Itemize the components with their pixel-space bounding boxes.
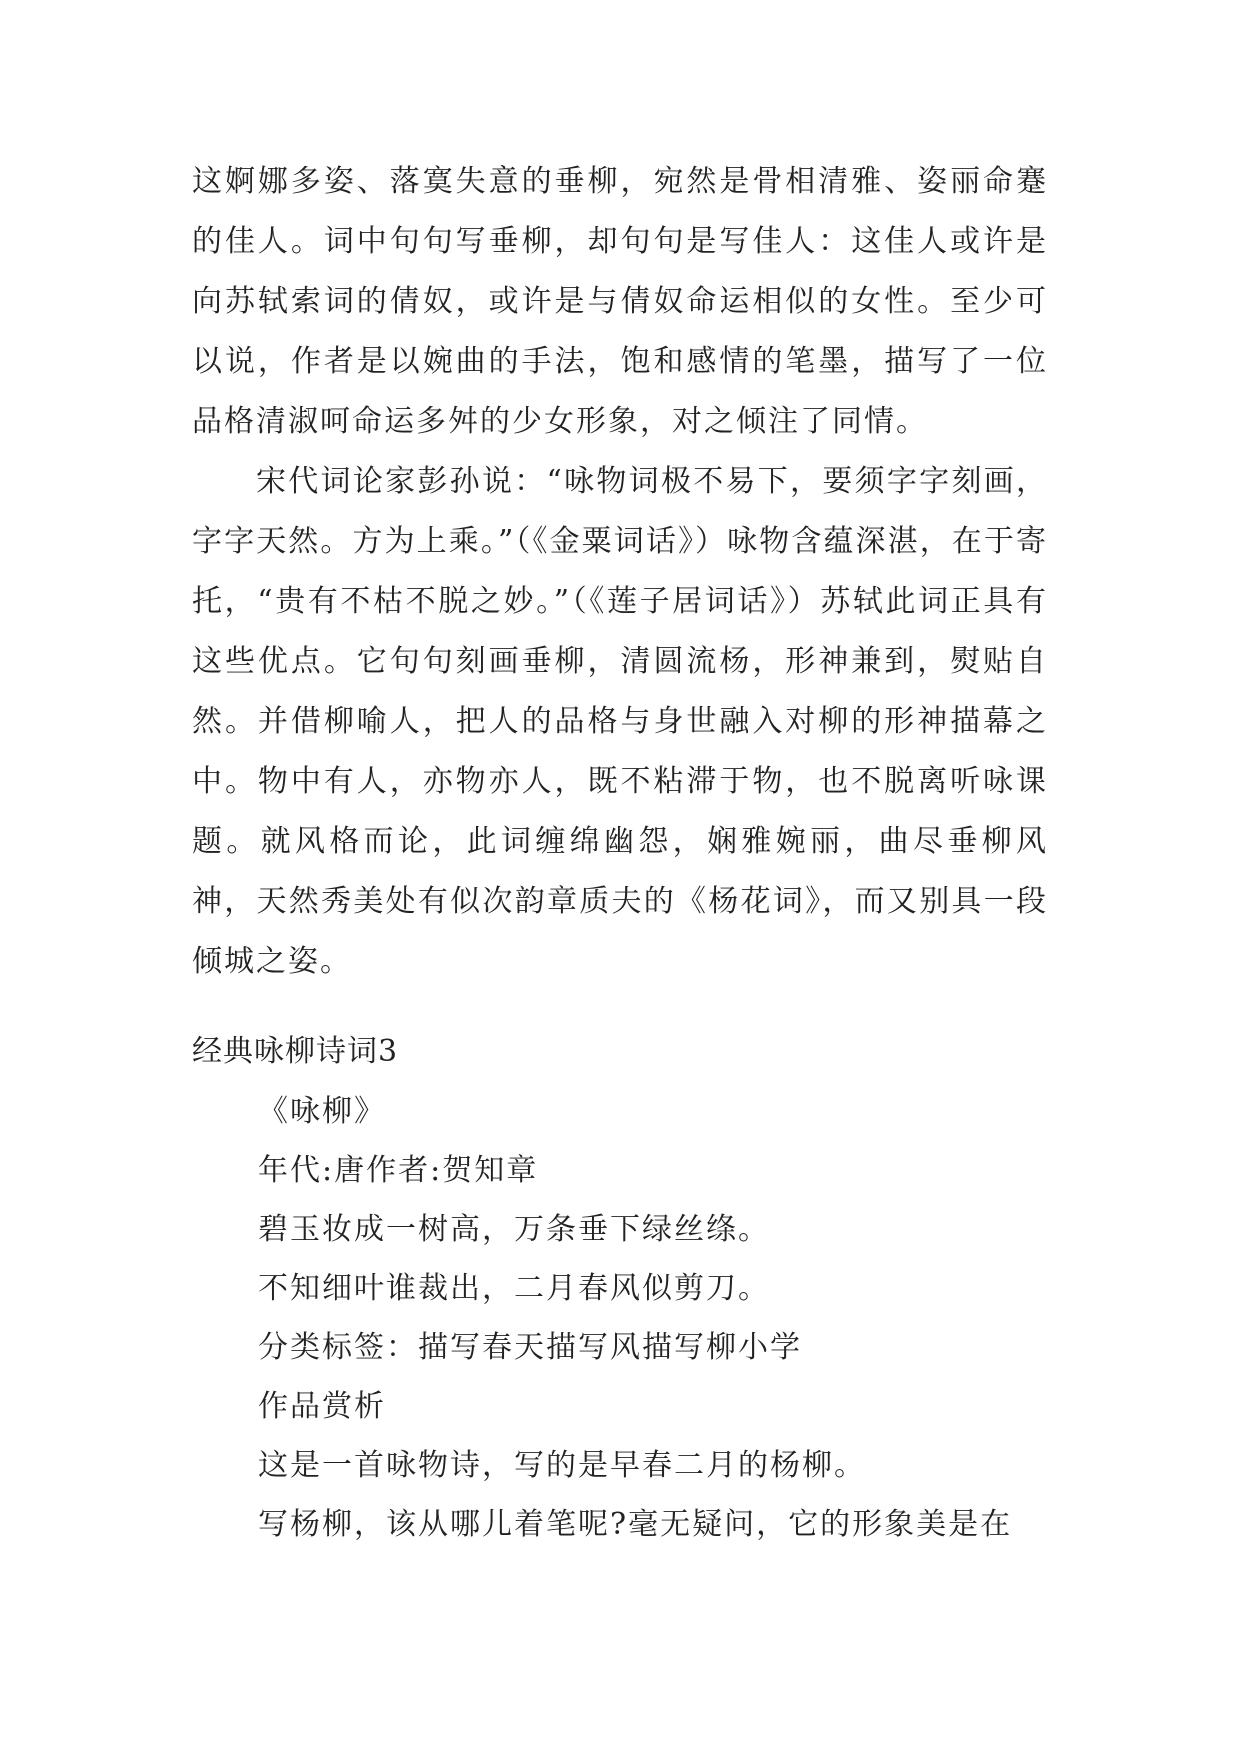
poem-tags: 分类标签：描写春天描写风描写柳小学	[258, 1330, 802, 1365]
section-heading: 经典咏柳诗词3	[192, 1034, 399, 1069]
analysis-line-1: 这是一首咏物诗，写的是早春二月的杨柳。	[258, 1448, 866, 1483]
paragraph-willow-beauty: 这婀娜多姿、落寞失意的垂柳，宛然是骨相清雅、姿丽命蹇的佳人。词中句句写垂柳，却句句是写佳人：这佳人或许是向苏轼索词的倩奴，或许是与倩奴命运相似的女性。至少可以说，作者是以婉曲的手法，饱和感情的笔墨，描写了一位品格清淑呵命运多舛的少女形象，对之倾注了同情。	[192, 164, 1048, 439]
paragraph-ci-critique: 宋代词论家彭孙说：“咏物词极不易下，要须字字刻画，字字天然。方为上乘。”（《金粟词话》）咏物含蕴深湛，在于寄托，“贵有不枯不脱之妙。”（《莲子居词话》）苏轼此词正具有这些优点。它句句刻画垂柳，清圆流杨，形神兼到，熨贴自然。并借柳喻人，把人的品格与身世融入对柳的形神描幕之中。物中有人，亦物亦人，既不粘滞于物，也不脱离听咏课题。就风格而论，此词缠绵幽怨，娴雅婉丽，曲尽垂柳风神，天然秀美处有似次韵章质夫的《杨花词》，而又别具一段倾城之姿。	[192, 464, 1048, 979]
poem-line-1: 碧玉妆成一树高，万条垂下绿丝绦。	[258, 1212, 770, 1247]
poem-title: 《咏柳》	[258, 1094, 386, 1129]
poem-meta: 年代:唐作者:贺知章	[258, 1153, 539, 1188]
poem-line-2: 不知细叶谁裁出，二月春风似剪刀。	[258, 1271, 770, 1306]
analysis-line-2: 写杨柳，该从哪儿着笔呢?毫无疑问，它的形象美是在	[258, 1507, 1013, 1542]
analysis-heading: 作品赏析	[258, 1389, 386, 1424]
